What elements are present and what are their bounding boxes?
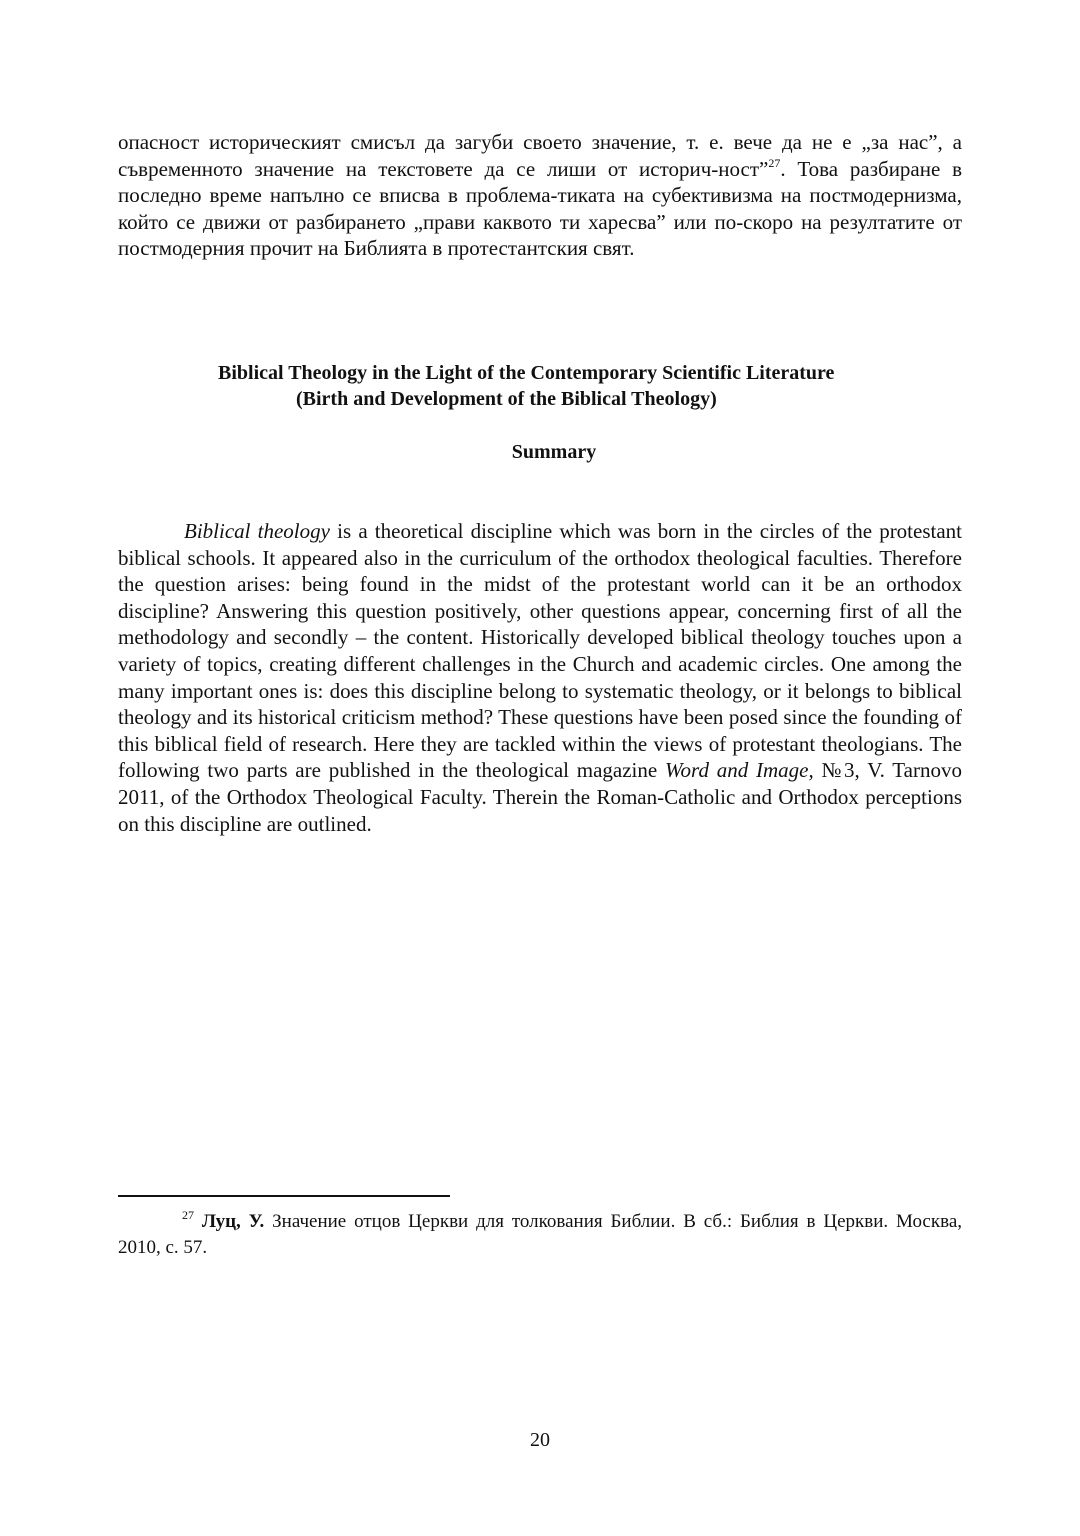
paragraph-text-start: опасност историческият смисъл да загуби своето значение, т. е. вече да не е „за нас”, а съвременното значение на текстовете да се лиши от историч-ност” [118,130,962,181]
footnote-number: 27 [182,1208,194,1222]
article-title-line-2: (Birth and Development of the Biblical Theology) [296,388,717,410]
body-paragraph [118,129,962,262]
paragraph-text-end: . Това разбиране в последно време напълно се вписва в проблема-тиката на субективизма на постмодернизма, който се движи от разбирането „прави каквото ти харесва” или по-скоро на резултатите от постмодерния прочит на Библията в протестантския свят. [118,156,962,261]
summary-heading: Summary [511,441,597,463]
page-number: 20 [530,1429,550,1451]
footnote [118,1209,962,1261]
footnote-text: Значение отцов Церкви для толкования Библии. В сб.: Библия в Церкви. Москва, 2010, с. 57. [118,1211,963,1258]
summary-text-part-1: is a theoretical discipline which was born in the circles of the protestant biblical schools. It appeared also in the curriculum of the orthodox theological faculties. Therefore the question arises: being found in the midst of the protestant world can it be an orthodox discipline? Answering this question positively, other questions appear, concerning first of all the methodology and secondly – the content. Historically developed biblical theology touches upon a variety of topics, creating different challenges in the Church and academic circles. One among the many important ones is: does this discipline belong to systematic theology, or it belongs to biblical theology and its historical criticism method? These questions have been posed since the founding of this biblical field of research. Here they are tackled within the views of protestant theologians. The following two parts are published in the theological magazine [118,519,963,783]
summary-paragraph [118,518,962,837]
footnote-reference: 27 [768,155,781,170]
magazine-title: Word and Image, [664,758,814,783]
summary-lead-term: Biblical theology [184,519,330,543]
footnote-separator [118,1195,450,1197]
summary-text-part-2: №3, V. Tarnovo 2011, of the Orthodox Theological Faculty. Therein the Roman-Catholic and Orthodox perceptions on this discipline are outlined. [118,758,962,836]
footnote-author: Луц, У. [201,1211,265,1232]
article-title-line-1: Biblical Theology in the Light of the Contemporary Scientific Literature [218,362,835,384]
